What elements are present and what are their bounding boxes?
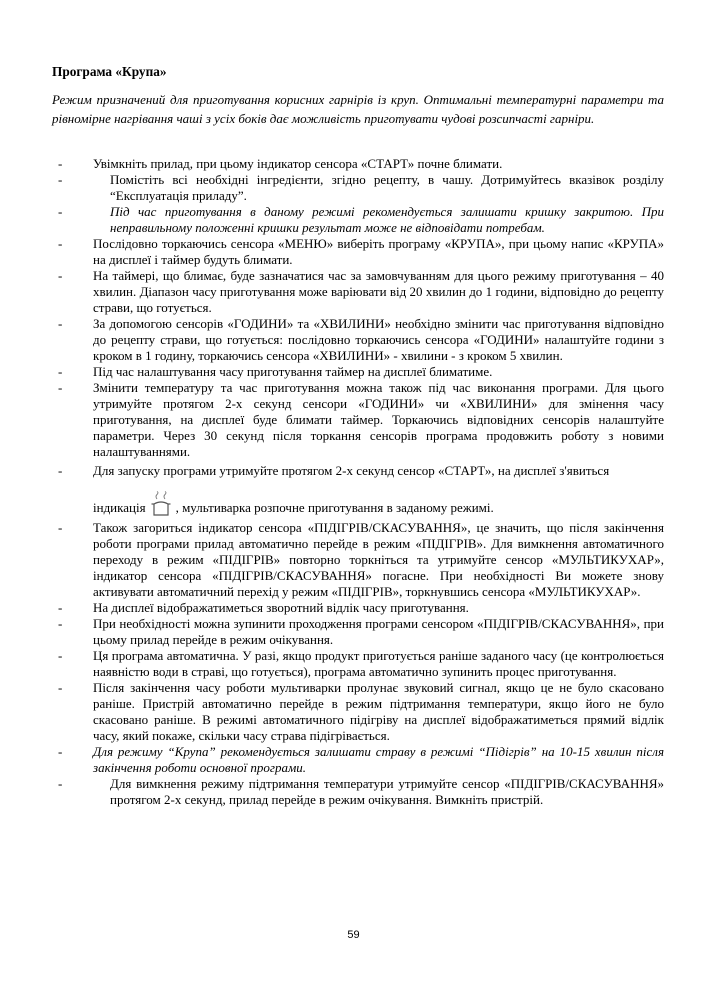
list-item-text: Змінити температуру та час приготування можна також під час виконання програми. Для цього утримуйте протягом 2-х секунд сенсори «ГОДИНИ» чи «ХВИЛИНИ» для змінення часу приготування, на дисплеї буде блимати таймер. Торкаючись відповідних сенсорів налаштуйте параметри. Через 30 секунд після торкання сенсорів програма продовжить роботу з новими налаштуваннями. — [93, 380, 664, 459]
list-dash: - — [58, 236, 63, 251]
list-dash: - — [58, 156, 63, 171]
list-item-text: Послідовно торкаючись сенсора «МЕНЮ» виберіть програму «КРУПА», при цьому напис «КРУПА» на дисплеї і таймер будуть блимати. — [93, 236, 664, 267]
list-item — [58, 236, 664, 268]
indication-text: , мультиварка розпочне приготування в заданому режимі. — [175, 500, 494, 515]
list-item — [58, 156, 664, 172]
list-dash: - — [58, 616, 63, 631]
list-item-text: Для запуску програми утримуйте протягом 2-х секунд сенсор «СТАРТ», на дисплеї з'явиться — [93, 463, 610, 478]
list-dash: - — [58, 776, 63, 791]
list-dash: - — [58, 600, 63, 615]
list-item-text: Під час налаштування часу приготування таймер на дисплеї блиматиме. — [93, 364, 493, 379]
list-item-text: На дисплеї відображатиметься зворотний відлік часу приготування. — [93, 600, 469, 615]
list-item-text: Також загориться індикатор сенсора «ПІДІГРІВ/СКАСУВАННЯ», це значить, що після закінчення роботи програми прилад автоматично перейде в режим «ПІДІГРІВ». Для вимкнення автоматичного переходу в режим «ПІДІГРІВ» повторно торкніться та утримуйте сенсор «МУЛЬТИКУХАР», індикатор сенсора «ПІДІГРІВ/СКАСУВАННЯ» погасне. При необхідності Ви можете знову активувати автоматичний перехід у режим «ПІДІГРІВ», торкнувшись сенсора «МУЛЬТИКУХАР». — [93, 520, 664, 599]
list-item — [58, 463, 664, 517]
list-dash: - — [58, 463, 63, 478]
list-item-text: Для режиму “Крупа” рекомендується залишати страву в режимі “Підігрів” на 10-15 хвилин після закінчення роботи основної програми. — [93, 744, 664, 775]
list-dash: - — [58, 364, 63, 379]
list-item-text: За допомогою сенсорів «ГОДИНИ» та «ХВИЛИНИ» необхідно змінити час приготування відповідно до рецепту страви, що готується: послідовно торкаючись сенсора «ГОДИНИ» налаштуйте години з кроком в 1 годину, торкаючись сенсора «ХВИЛИНИ» - хвилини - з кроком 5 хвилин. — [93, 316, 664, 363]
list-item — [58, 616, 664, 648]
list-dash: - — [58, 204, 63, 219]
list-item — [58, 172, 664, 204]
list-item-text: Ця програма автоматична. У разі, якщо продукт приготується раніше заданого часу (це контролюється наявністю води в страві, що готується), програма автоматично зупинить процес приготування. — [93, 648, 664, 679]
list-item-text: Після закінчення часу роботи мультиварки пролунає звуковий сигнал, якщо це не було скасовано раніше. Пристрій автоматично перейде в режим підтримання температури, якщо його не було скасовано раніше. В режимі автоматичного підігріву на дисплеї відображатиметься прямий відлік часу, який покаже, скільки часу страва підігрівається. — [93, 680, 664, 743]
list-dash: - — [58, 648, 63, 663]
list-dash: - — [58, 380, 63, 395]
steam-pot-icon — [148, 491, 174, 517]
list-dash: - — [58, 316, 63, 331]
list-item-text: Помістіть всі необхідні інгредієнти, згідно рецепту, в чашу. Дотримуйтесь вказівок розділу “Експлуатація приладу”. — [110, 172, 664, 203]
list-item-text: При необхідності можна зупинити проходження програми сенсором «ПІДІГРІВ/СКАСУВАННЯ», при цьому прилад перейде в режим очікування. — [93, 616, 664, 647]
intro-paragraph: Режим призначений для приготування корисних гарнірів із круп. Оптимальні температурні параметри та рівномірне нагрівання чаші з усіх боків дає можливість приготувати чудові розсипчасті гарніри. — [52, 92, 664, 126]
section-heading: Програма «Крупа» — [52, 64, 167, 79]
indication-label: індикація — [93, 500, 146, 515]
list-item — [58, 520, 664, 600]
list-dash: - — [58, 520, 63, 535]
list-item — [58, 648, 664, 680]
indication-line — [93, 491, 664, 517]
list-item — [58, 776, 664, 808]
list-item-text: Увімкніть прилад, при цьому індикатор сенсора «СТАРТ» почне блимати. — [93, 156, 503, 171]
page-number: 59 — [347, 929, 360, 941]
instruction-list — [58, 156, 664, 808]
list-item-text: Для вимкнення режиму підтримання температури утримуйте сенсор «ПІДІГРІВ/СКАСУВАННЯ» протягом 2-х секунд, прилад перейде в режим очікування. Вимкніть пристрій. — [110, 776, 664, 807]
list-item — [58, 268, 664, 316]
list-item-text: На таймері, що блимає, буде зазначатися час за замовчуванням для цього режиму приготування – 40 хвилин. Діапазон часу приготування може варіювати від 20 хвилин до 1 години, відповідно до рецепту страви, що готується. — [93, 268, 664, 315]
list-dash: - — [58, 172, 63, 187]
list-item — [58, 680, 664, 744]
list-item — [58, 364, 664, 380]
list-item — [58, 204, 664, 236]
list-item — [58, 380, 664, 460]
list-item — [58, 744, 664, 776]
list-dash: - — [58, 680, 63, 695]
list-item — [58, 316, 664, 364]
list-item — [58, 600, 664, 616]
list-dash: - — [58, 268, 63, 283]
list-dash: - — [58, 744, 63, 759]
list-item-text: Під час приготування в даному режимі рекомендується залишати кришку закритою. При неправильному положенні кришки результат може не відповідати потребам. — [110, 204, 664, 235]
